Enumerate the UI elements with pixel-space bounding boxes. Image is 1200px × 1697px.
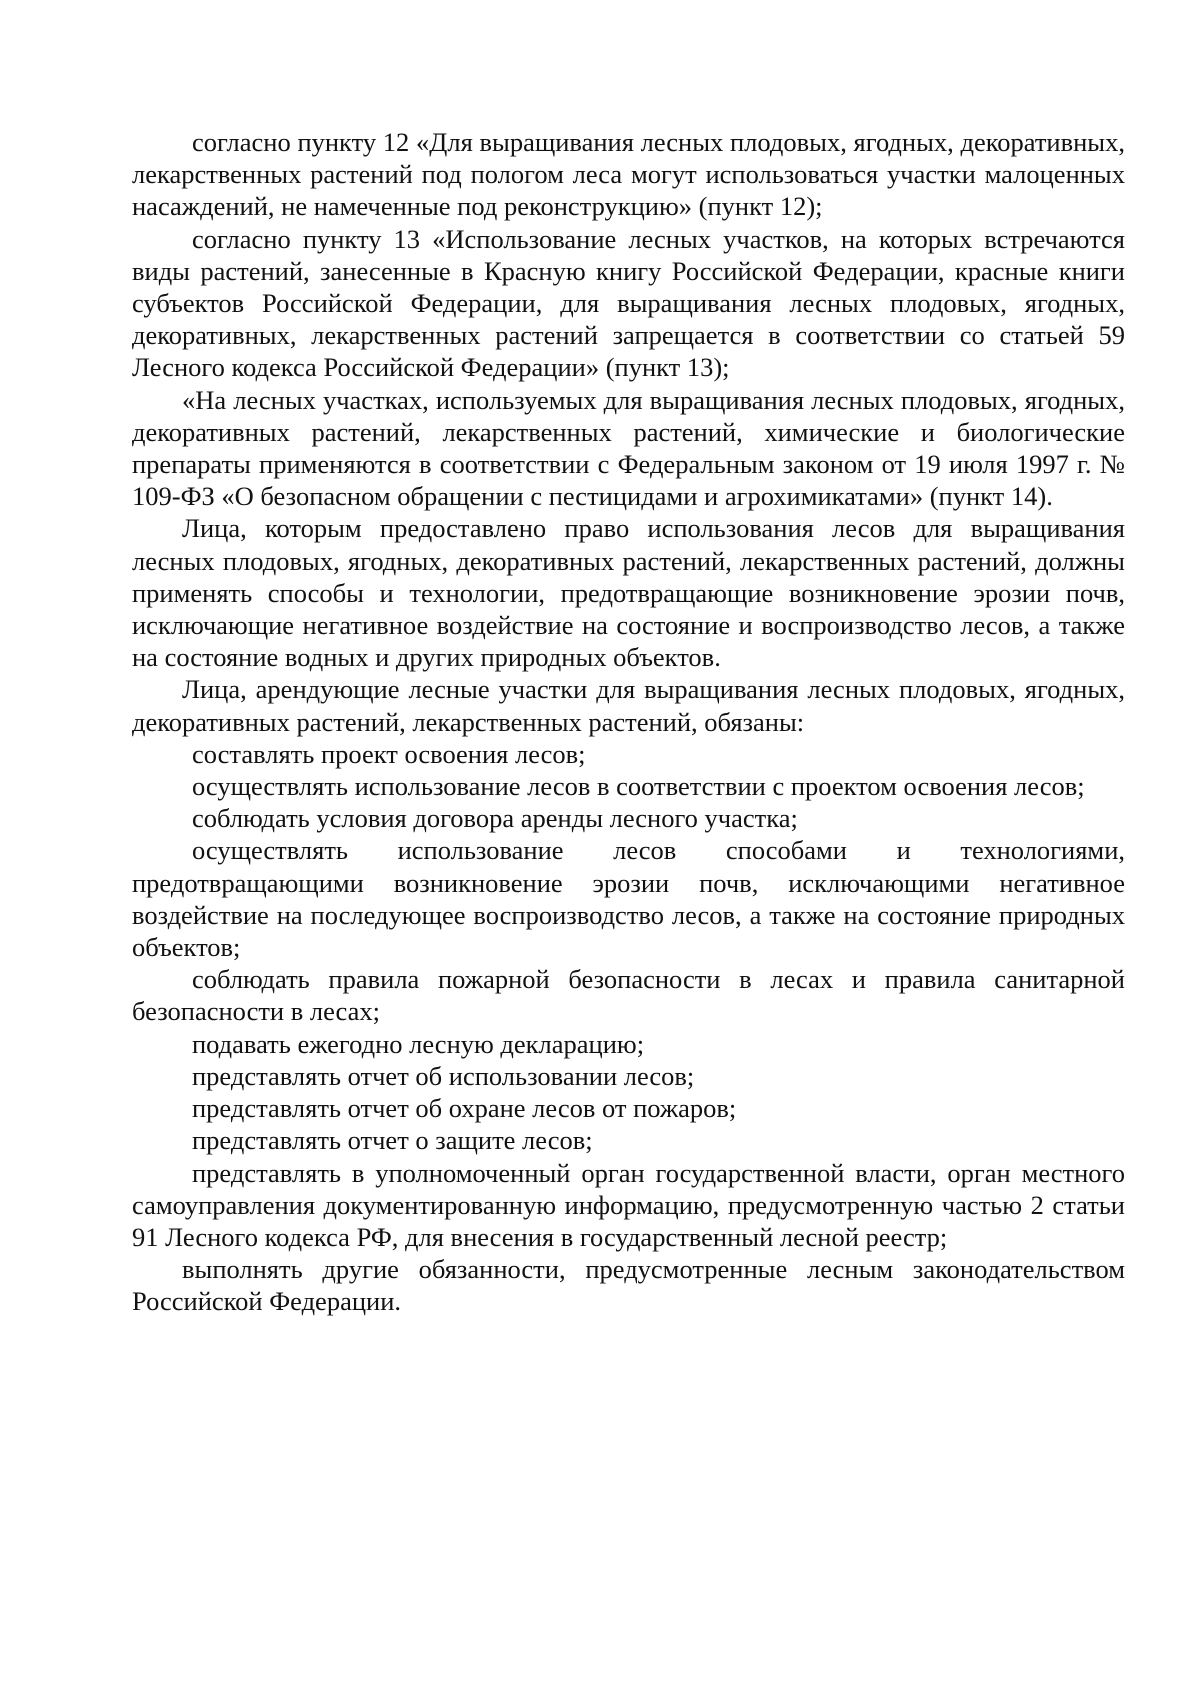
paragraph-obligations-intro: Лица, арендующие лесные участки для выращивания лесных плодовых, ягодных, декоративных растений, лекарственных растений, обязаны: (132, 674, 1125, 737)
list-item-registry-info: представлять в уполномоченный орган государственной власти, орган местного самоуправления документированную информацию, предусмотренную частью 2 статьи 91 Лесного кодекса РФ, для внесения в государственный лесной реестр; (132, 1157, 1125, 1252)
paragraph-point-14: «На лесных участках, используемых для выращивания лесных плодовых, ягодных, декоративных растений, лекарственных растений, химические и биологические препараты применяются в соответствии с Федеральным законом от 19 июля 1997 г. № 109-ФЗ «О безопасном обращении с пестицидами и агрохимикатами» (пункт 14). (132, 384, 1125, 512)
list-item-fire-report: представлять отчет об охране лесов от пожаров; (192, 1093, 737, 1124)
list-item-project: составлять проект освоения лесов; (192, 738, 586, 769)
paragraph-point-13: согласно пункту 13 «Использование лесных участков, на которых встречаются виды растений, занесенные в Красную книгу Российской Федерации, красные книги субъектов Российской Федерации, для выращивания лесных плодовых, ягодных, декоративных, лекарственных растений запрещается в соответствии со статьей 59 Лесного кодекса Российской Федерации» (пункт 13); (132, 223, 1125, 383)
list-item-use-methods: осуществлять использование лесов способами и технологиями, предотвращающими возникновение эрозии почв, исключающими негативное воздействие на последующее воспроизводство лесов, а также на состояние природных объектов; (132, 835, 1125, 963)
list-item-fire-safety: соблюдать правила пожарной безопасности в лесах и правила санитарной безопасности в лесах; (132, 964, 1125, 1027)
list-item-use-per-project: осуществлять использование лесов в соответствии с проектом освоения лесов; (192, 771, 1085, 802)
list-item-protection-report: представлять отчет о защите лесов; (192, 1125, 593, 1156)
paragraph-point-12: согласно пункту 12 «Для выращивания лесных плодовых, ягодных, декоративных, лекарственных растений под пологом леса могут использоваться участки малоценных насаждений, не намеченные под реконструкцию» (пункт 12); (132, 127, 1125, 222)
list-item-other-duties: выполнять другие обязанности, предусмотренные лесным законодательством Российской Федерации. (132, 1254, 1125, 1317)
list-item-lease-terms: соблюдать условия договора аренды лесного участка; (192, 803, 798, 834)
list-item-declaration: подавать ежегодно лесную декларацию; (192, 1028, 645, 1059)
paragraph-technologies: Лица, которым предоставлено право использования лесов для выращивания лесных плодовых, ягодных, декоративных растений, лекарственных растений, должны применять способы и технологии, предотвращающие возникновение эрозии почв, исключающие негативное воздействие на состояние и воспроизводство лесов, а также на состояние водных и других природных объектов. (132, 513, 1125, 673)
list-item-use-report: представлять отчет об использовании лесов; (192, 1060, 695, 1091)
document-body (132, 126, 1125, 1318)
